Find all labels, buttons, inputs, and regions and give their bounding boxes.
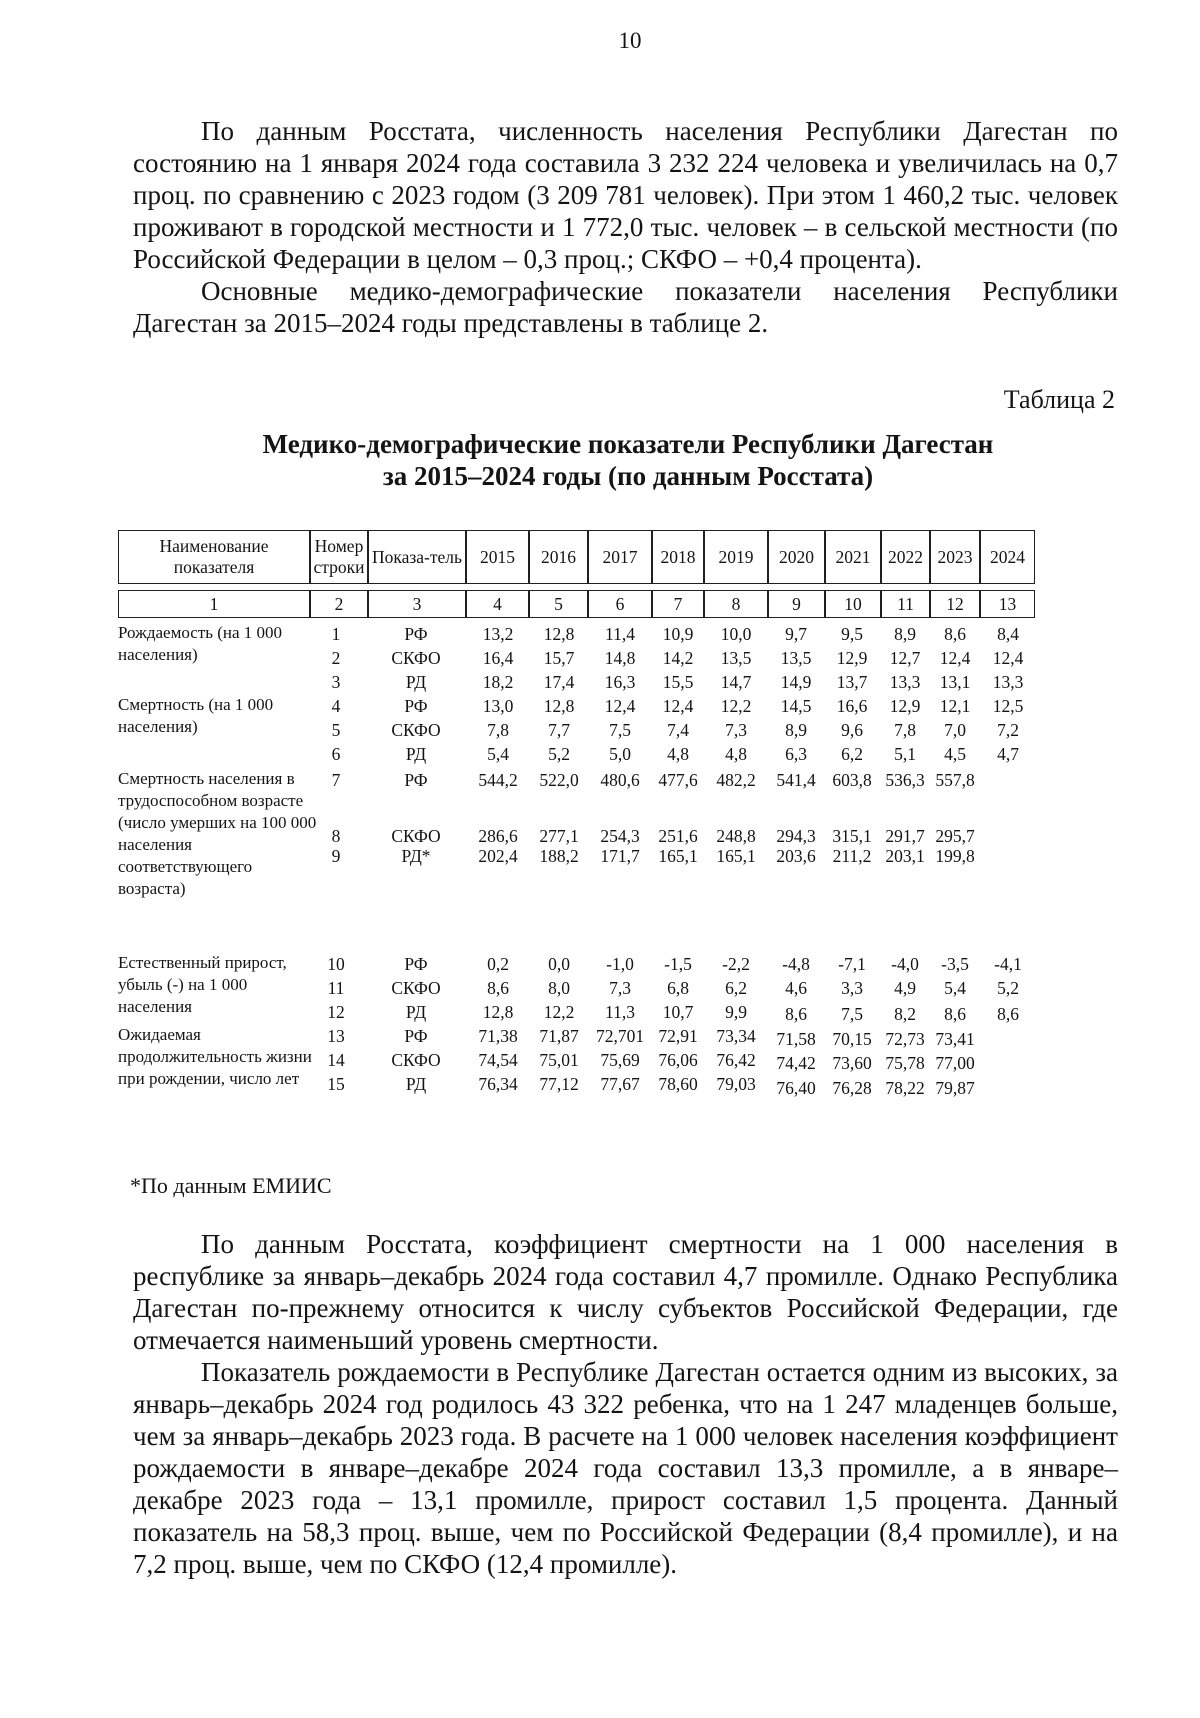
table-cell: 6,2 — [841, 744, 863, 764]
table-cell: 14,2 — [662, 648, 694, 668]
row-indicator: РФ — [404, 954, 428, 974]
table-cell: 16,4 — [482, 648, 514, 668]
table-cell: 76,34 — [478, 1074, 518, 1094]
table-header-cell: 2018 — [652, 530, 704, 584]
table-header-cell: 2023 — [930, 530, 980, 584]
table-header-row — [118, 530, 1104, 584]
table-cell: 0,2 — [487, 954, 509, 974]
table-cell: 12,4 — [992, 648, 1024, 668]
table-cell: 8,6 — [487, 978, 509, 998]
table-cell: 8,9 — [785, 720, 807, 740]
table-header-cell: Показа-тель — [368, 530, 466, 584]
table-column-number: 4 — [466, 590, 529, 618]
table-cell: 70,15 — [832, 1029, 872, 1049]
table-cell: 0,0 — [548, 954, 570, 974]
table-cell: 254,3 — [600, 826, 640, 846]
paragraph: Показатель рождаемости в Республике Дагестан остается одним из высоких, за январь–декабрь 2024 год родилось 43 322 ребенка, что на 1 247 младенцев больше, чем за январь–декабрь 2023 года. В расчете на 1 000 человек населения коэффициент рождаемости в январе–декабре 2024 года составил 13,3 промилле, а в январе–декабре 2023 года – 13,1 промилле, прирост составил 1,5 процента. Данный показатель на 58,3 проц. выше, чем по Российской Федерации (8,4 промилле), и на 7,2 проц. выше, чем по СКФО (12,4 промилле). — [133, 1357, 1118, 1579]
row-indicator: РД — [405, 744, 427, 764]
table-cell: 13,3 — [889, 672, 921, 692]
row-number: 3 — [331, 672, 341, 692]
row-number: 13 — [327, 1026, 345, 1046]
table-cell: -1,0 — [606, 954, 634, 974]
table-row-group-label: Ожидаемая продолжительность жизни при рождении, число лет — [118, 1025, 312, 1088]
table-row-group-label: Естественный прирост, убыль (-) на 1 000 населения — [118, 953, 287, 1016]
row-indicator: РФ — [404, 624, 428, 644]
table-cell: 13,1 — [939, 672, 971, 692]
table-cell: 16,6 — [836, 696, 868, 716]
table-cell: 8,6 — [944, 624, 966, 644]
table-cell: 12,9 — [836, 648, 868, 668]
table-cell: 7,5 — [609, 720, 631, 740]
table-cell: 286,6 — [478, 826, 518, 846]
table-row — [118, 976, 1104, 1000]
row-indicator: СКФО — [391, 978, 441, 998]
table-column-number: 10 — [825, 590, 881, 618]
row-number: 8 — [331, 826, 341, 846]
table-column-number-row — [118, 590, 1104, 618]
table-cell: 12,4 — [604, 696, 636, 716]
table-column-number: 13 — [980, 590, 1035, 618]
row-indicator: РФ — [404, 696, 428, 716]
table-cell: 199,8 — [935, 846, 975, 866]
table-cell: 8,9 — [894, 624, 916, 644]
table-cell: 75,01 — [539, 1050, 579, 1070]
row-number: 15 — [327, 1074, 345, 1094]
row-number: 4 — [331, 696, 341, 716]
paragraph: По данным Росстата, коэффициент смертности на 1 000 населения в республике за январь–декабрь 2024 года составил 4,7 промилле. Однако Республика Дагестан по-прежнему относится к числу субъектов Российской Федерации, где отмечается наименьший уровень смертности. — [133, 1229, 1118, 1355]
table-cell: 72,701 — [595, 1026, 645, 1046]
table-cell: -1,5 — [664, 954, 692, 974]
table-header-cell: 2024 — [980, 530, 1035, 584]
table-cell: 14,5 — [780, 696, 812, 716]
table-cell: 4,9 — [894, 978, 916, 998]
table-cell: 165,1 — [716, 846, 756, 866]
conclusion-text — [133, 1228, 1118, 1580]
table-cell: -4,1 — [994, 954, 1022, 974]
table-cell: 7,7 — [548, 720, 570, 740]
table-cell: 17,4 — [543, 672, 575, 692]
table-cell: 10,7 — [662, 1002, 694, 1022]
table-footnote: *По данным ЕМИИС — [130, 1173, 332, 1198]
table-cell: -3,5 — [941, 954, 969, 974]
table-row — [118, 694, 1104, 718]
table-cell: 9,5 — [841, 624, 863, 644]
table-label: Таблица 2 — [1003, 385, 1115, 414]
table-header-cell: 2022 — [881, 530, 930, 584]
table-column-number: 3 — [368, 590, 466, 618]
table-cell: 8,6 — [785, 1004, 807, 1024]
table-cell: 12,1 — [939, 696, 971, 716]
table-cell: 75,78 — [885, 1053, 925, 1073]
table-cell: 77,67 — [600, 1074, 640, 1094]
table-cell: 203,1 — [885, 846, 925, 866]
row-indicator: РД* — [401, 846, 431, 866]
table-cell: 7,8 — [894, 720, 916, 740]
table-cell: 188,2 — [539, 846, 579, 866]
table-cell: 14,9 — [780, 672, 812, 692]
table-row — [118, 1048, 1104, 1072]
table-cell: 11,3 — [605, 1002, 635, 1022]
table-cell: 71,38 — [478, 1026, 518, 1046]
table-cell: 11,4 — [605, 624, 635, 644]
table-cell: 5,4 — [487, 744, 509, 764]
table-cell: 79,87 — [935, 1078, 975, 1098]
row-number: 9 — [331, 846, 341, 866]
table-cell: 4,6 — [785, 978, 807, 998]
table-cell: 15,5 — [662, 672, 694, 692]
table-cell: 72,73 — [885, 1029, 925, 1049]
table-cell: 10,9 — [662, 624, 694, 644]
table-cell: 8,2 — [894, 1004, 916, 1024]
table-cell: 315,1 — [832, 826, 872, 846]
table-row — [118, 646, 1104, 670]
table-cell: 7,3 — [725, 720, 747, 740]
table-row — [118, 952, 1104, 976]
table-header-cell: Номер строки — [310, 530, 368, 584]
table-cell: 75,69 — [600, 1050, 640, 1070]
row-number: 6 — [331, 744, 341, 764]
table-cell: 73,60 — [832, 1053, 872, 1073]
table-cell: 277,1 — [539, 826, 579, 846]
table-cell: 79,03 — [716, 1074, 756, 1094]
table-cell: 13,0 — [482, 696, 514, 716]
table-cell: 248,8 — [716, 826, 756, 846]
table-cell: 77,12 — [539, 1074, 579, 1094]
table-column-number: 5 — [529, 590, 588, 618]
table-cell: 557,8 — [935, 770, 975, 790]
table-header-cell: 2020 — [768, 530, 825, 584]
table-cell: 18,2 — [482, 672, 514, 692]
table-cell: 7,4 — [667, 720, 689, 740]
table-row — [118, 670, 1104, 694]
paragraph: Основные медико-демографические показатели населения Республики Дагестан за 2015–2024 годы представлены в таблице 2. — [133, 276, 1118, 338]
table-cell: 4,5 — [944, 744, 966, 764]
table-cell: 74,54 — [478, 1050, 518, 1070]
row-indicator: СКФО — [391, 720, 441, 740]
table-cell: 12,8 — [543, 624, 575, 644]
table-title-line: Медико-демографические показатели Республики Дагестан — [262, 429, 994, 459]
row-number: 10 — [327, 954, 345, 974]
table-cell: 9,9 — [725, 1002, 747, 1022]
table-cell: 7,8 — [487, 720, 509, 740]
table-header-cell: 2021 — [825, 530, 881, 584]
table-cell: 5,1 — [894, 744, 916, 764]
table-cell: 291,7 — [885, 826, 925, 846]
table-cell: 482,2 — [716, 770, 756, 790]
table-cell: 71,58 — [776, 1029, 816, 1049]
table-header-cell: Наименование показателя — [118, 530, 310, 584]
table-cell: 12,8 — [482, 1002, 514, 1022]
table-cell: 13,5 — [780, 648, 812, 668]
row-indicator: РД — [405, 1074, 427, 1094]
table-cell: 477,6 — [658, 770, 698, 790]
table-cell: 8,4 — [997, 624, 1019, 644]
table-cell: 171,7 — [600, 846, 640, 866]
table-cell: 536,3 — [885, 770, 925, 790]
table-column-number: 6 — [588, 590, 652, 618]
row-number: 2 — [331, 648, 341, 668]
table-cell: 10,0 — [720, 624, 752, 644]
table-cell: 71,87 — [539, 1026, 579, 1046]
table-cell: 251,6 — [658, 826, 698, 846]
table-column-number: 7 — [652, 590, 704, 618]
row-indicator: СКФО — [391, 826, 441, 846]
table-cell: 12,7 — [889, 648, 921, 668]
table-column-number: 8 — [704, 590, 768, 618]
table-cell: -4,8 — [782, 954, 810, 974]
table-row — [118, 1024, 1104, 1048]
table-cell: 165,1 — [658, 846, 698, 866]
table-cell: 9,6 — [841, 720, 863, 740]
table-cell: 12,9 — [889, 696, 921, 716]
table-cell: 12,4 — [939, 648, 971, 668]
table-cell: 13,7 — [836, 672, 868, 692]
table-cell: 78,22 — [885, 1078, 925, 1098]
row-number: 7 — [331, 770, 341, 790]
table-header-cell: 2015 — [466, 530, 529, 584]
table-row — [118, 1000, 1104, 1024]
table-cell: 5,4 — [944, 978, 966, 998]
table-cell: 7,5 — [841, 1004, 863, 1024]
row-indicator: РФ — [404, 1026, 428, 1046]
table-cell: 295,7 — [935, 826, 975, 846]
row-number: 12 — [327, 1002, 345, 1022]
table-cell: -2,2 — [722, 954, 750, 974]
table-cell: 8,0 — [548, 978, 570, 998]
table-row — [118, 742, 1104, 766]
table-cell: 73,41 — [935, 1029, 975, 1049]
table-cell: 16,3 — [604, 672, 636, 692]
table-cell: 8,6 — [997, 1004, 1019, 1024]
table-cell: 76,06 — [658, 1050, 698, 1070]
table-cell: 7,2 — [997, 720, 1019, 740]
table-cell: 73,34 — [716, 1026, 756, 1046]
table-cell: 72,91 — [658, 1026, 698, 1046]
table-cell: 14,8 — [604, 648, 636, 668]
table-title-line: за 2015–2024 годы (по данным Росстата) — [382, 461, 874, 491]
table-cell: 3,3 — [841, 978, 863, 998]
row-number: 5 — [331, 720, 341, 740]
row-indicator: СКФО — [391, 1050, 441, 1070]
table-cell: 76,40 — [776, 1078, 816, 1098]
table-cell: 12,2 — [720, 696, 752, 716]
table-cell: 4,8 — [725, 744, 747, 764]
table-cell: 8,6 — [944, 1004, 966, 1024]
row-number: 14 — [327, 1050, 345, 1070]
table-column-number: 9 — [768, 590, 825, 618]
table-cell: 4,7 — [997, 744, 1019, 764]
table-cell: 5,2 — [548, 744, 570, 764]
row-indicator: РД — [405, 672, 427, 692]
table-cell: 76,42 — [716, 1050, 756, 1070]
table-cell: 480,6 — [600, 770, 640, 790]
table-column-number: 2 — [310, 590, 368, 618]
table-row — [118, 768, 1104, 792]
table-cell: 76,28 — [832, 1078, 872, 1098]
table-row-group-label: Рождаемость (на 1 000 населения) — [118, 623, 283, 664]
table-column-number: 12 — [930, 590, 980, 618]
table-cell: 77,00 — [935, 1053, 975, 1073]
table-title — [178, 428, 1078, 492]
table-row-group-label: Смертность населения в трудоспособном возрасте (число умерших на 100 000 населения соответствующего возраста) — [118, 769, 317, 898]
page-number: 10 — [618, 28, 642, 53]
table-cell: 13,2 — [482, 624, 514, 644]
table-cell: 522,0 — [539, 770, 579, 790]
table-body — [118, 622, 1104, 1122]
row-number: 11 — [327, 978, 345, 998]
table-cell: 12,4 — [662, 696, 694, 716]
table-cell: 4,8 — [667, 744, 689, 764]
table-cell: 9,7 — [785, 624, 807, 644]
table-cell: 14,7 — [720, 672, 752, 692]
table-cell: 294,3 — [776, 826, 816, 846]
table-cell: 6,8 — [667, 978, 689, 998]
table-cell: 544,2 — [478, 770, 518, 790]
table-cell: 13,3 — [992, 672, 1024, 692]
table-header-cell: 2019 — [704, 530, 768, 584]
paragraph: По данным Росстата, численность населения Республики Дагестан по состоянию на 1 января 2024 года составила 3 232 224 человека и увеличилась на 0,7 проц. по сравнению с 2023 годом (3 209 781 человек). При этом 1 460,2 тыс. человек проживают в городской местности и 1 772,0 тыс. человек – в сельской местности (по Российской Федерации в целом – 0,3 проц.; СКФО – +0,4 процента). — [133, 116, 1118, 274]
table-cell: 7,3 — [609, 978, 631, 998]
table-cell: 6,2 — [725, 978, 747, 998]
table-header-cell: 2016 — [529, 530, 588, 584]
table-cell: 203,6 — [776, 846, 816, 866]
row-indicator: РД — [405, 1002, 427, 1022]
table-cell: 12,8 — [543, 696, 575, 716]
table-cell: 5,2 — [997, 978, 1019, 998]
table-cell: 211,2 — [832, 846, 872, 866]
table-row-group-label: Смертность (на 1 000 населения) — [118, 695, 274, 736]
table-header-cell: 2017 — [588, 530, 652, 584]
data-table — [118, 530, 1104, 1122]
table-column-number: 1 — [118, 590, 310, 618]
table-cell: 12,5 — [992, 696, 1024, 716]
table-cell: 15,7 — [543, 648, 575, 668]
row-indicator: СКФО — [391, 648, 441, 668]
table-cell: 74,42 — [776, 1053, 816, 1073]
table-row — [118, 622, 1104, 646]
table-column-number: 11 — [881, 590, 930, 618]
table-cell: 541,4 — [776, 770, 816, 790]
table-cell: 12,2 — [543, 1002, 575, 1022]
table-cell: -4,0 — [891, 954, 919, 974]
table-row — [118, 718, 1104, 742]
table-cell: 202,4 — [478, 846, 518, 866]
intro-text — [133, 115, 1118, 339]
table-cell: -7,1 — [838, 954, 866, 974]
table-cell: 6,3 — [785, 744, 807, 764]
row-number: 1 — [331, 624, 341, 644]
table-cell: 78,60 — [658, 1074, 698, 1094]
row-indicator: РФ — [404, 770, 428, 790]
table-cell: 7,0 — [944, 720, 966, 740]
table-row — [118, 1072, 1104, 1096]
table-cell: 13,5 — [720, 648, 752, 668]
table-cell: 5,0 — [609, 744, 631, 764]
table-cell: 603,8 — [832, 770, 872, 790]
table-row — [118, 844, 1104, 868]
